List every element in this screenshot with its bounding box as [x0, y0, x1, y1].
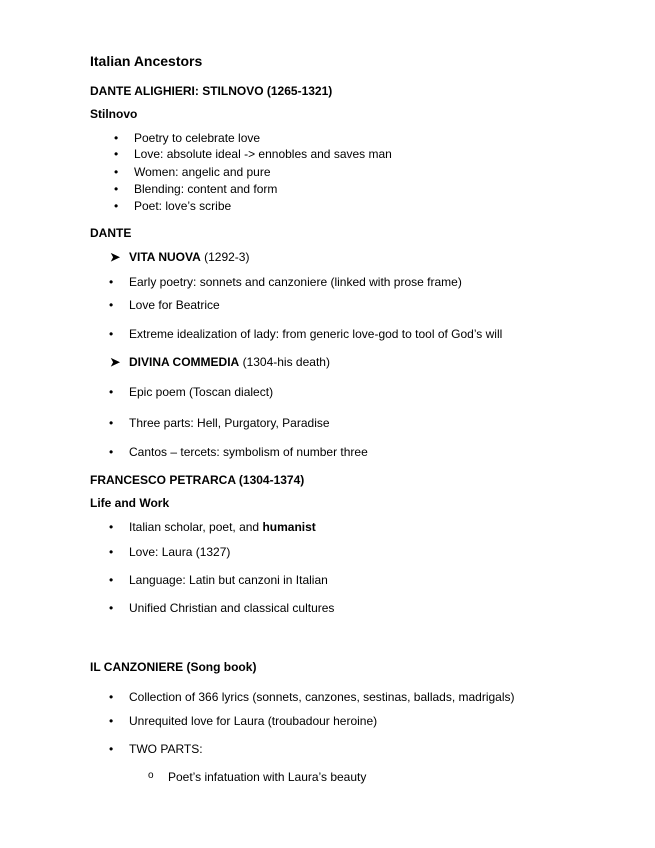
work-date: (1292-3)	[200, 250, 250, 264]
list-item: • Love: absolute ideal -> ennobles and saves man	[134, 147, 392, 161]
list-item-bold-text: humanist	[262, 520, 316, 534]
list-item: • Blending: content and form	[134, 182, 277, 196]
list-item-text: Italian scholar, poet, and	[129, 520, 263, 534]
work-date: (1304-his death)	[239, 355, 330, 369]
list-item: • Poetry to celebrate love	[134, 131, 260, 145]
list-item: • Unrequited love for Laura (troubadour heroine)	[129, 714, 377, 728]
section-heading-dante-alighieri: DANTE ALIGHIERI: STILNOVO (1265-1321)	[90, 84, 333, 98]
list-item	[129, 520, 316, 534]
work-title: DIVINA COMMEDIA	[129, 355, 240, 369]
list-item: • Love for Beatrice	[129, 298, 220, 312]
work-title: VITA NUOVA	[129, 250, 201, 264]
work-divina-commedia	[110, 355, 330, 369]
list-item: • Love: Laura (1327)	[129, 545, 230, 559]
list-item: • Early poetry: sonnets and canzoniere (linked with prose frame)	[129, 275, 462, 289]
section-heading-petrarca: FRANCESCO PETRARCA (1304-1374)	[90, 473, 305, 487]
subheading-life-and-work: Life and Work	[90, 496, 170, 510]
list-item: • Cantos – tercets: symbolism of number three	[129, 445, 368, 459]
arrow-bullet-icon: ➤	[110, 250, 121, 264]
list-item: • Women: angelic and pure	[134, 165, 271, 179]
subheading-stilnovo: Stilnovo	[90, 107, 138, 121]
list-item: • Poet: love’s scribe	[134, 199, 231, 213]
arrow-bullet-icon: ➤	[110, 355, 121, 369]
section-heading-dante: DANTE	[90, 226, 132, 240]
list-item: • Extreme idealization of lady: from generic love-god to tool of God’s will	[129, 327, 502, 341]
list-item: • Language: Latin but canzoni in Italian	[129, 573, 328, 587]
section-heading-canzoniere: IL CANZONIERE (Song book)	[90, 660, 257, 674]
list-item: • Collection of 366 lyrics (sonnets, canzones, sestinas, ballads, madrigals)	[129, 690, 515, 704]
work-vita-nuova	[110, 250, 250, 264]
list-item: • TWO PARTS:	[129, 742, 203, 756]
list-item: • Three parts: Hell, Purgatory, Paradise	[129, 416, 330, 430]
list-item: • Epic poem (Toscan dialect)	[129, 385, 273, 399]
page-title: Italian Ancestors	[90, 53, 203, 69]
sub-list-item: o Poet’s infatuation with Laura’s beauty	[168, 770, 366, 784]
list-item: • Unified Christian and classical cultures	[129, 601, 334, 615]
